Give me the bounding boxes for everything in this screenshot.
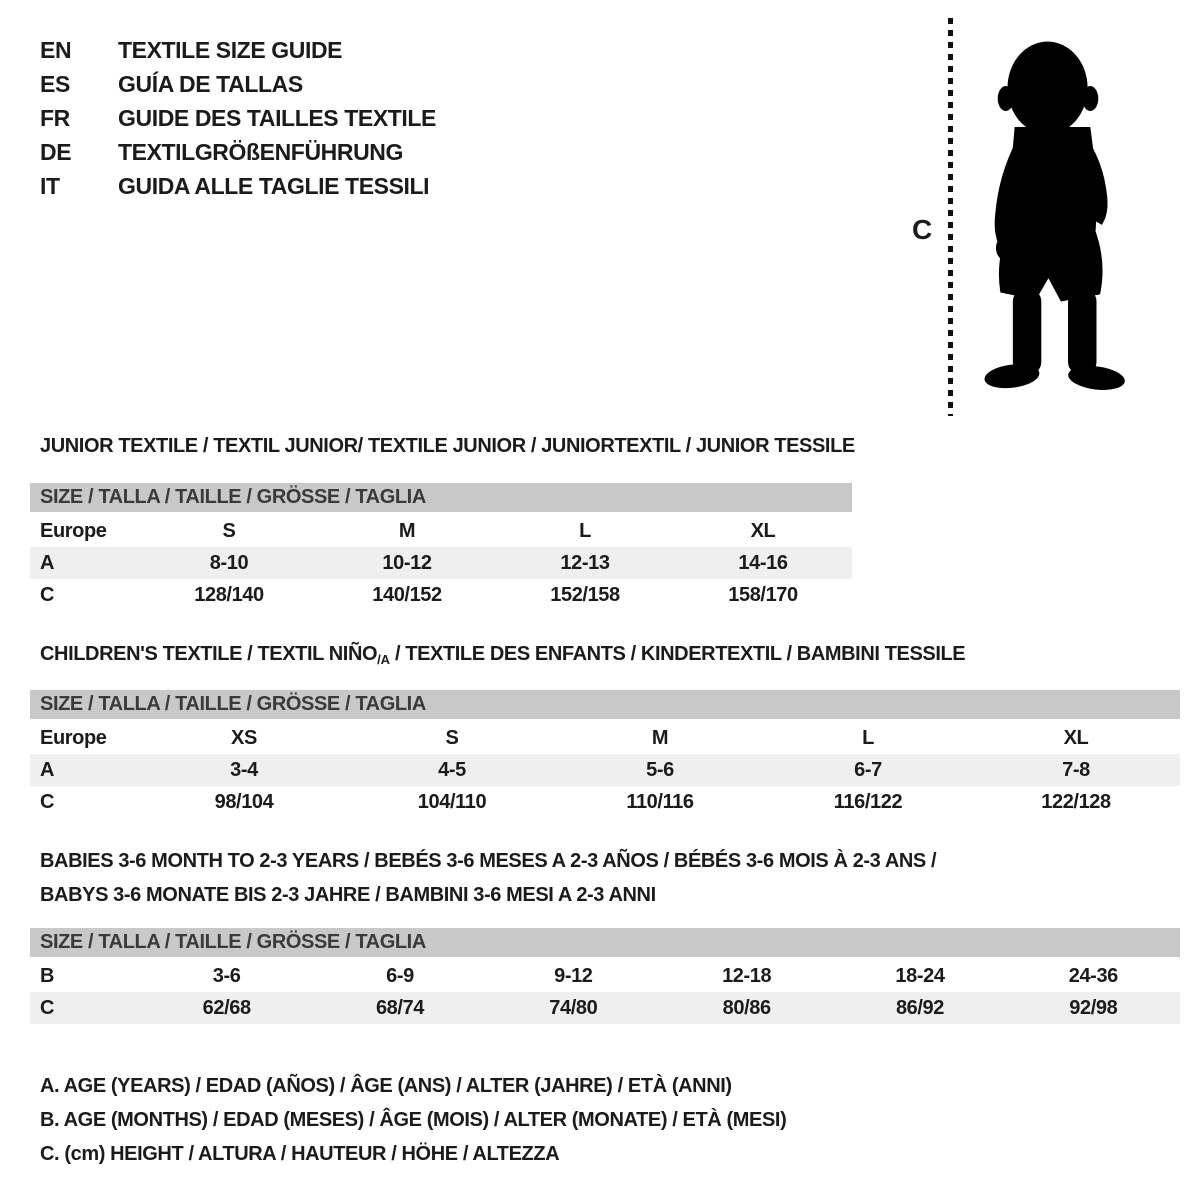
children-size-table — [30, 690, 1180, 818]
language-title-block — [40, 33, 660, 203]
months-cell: 12-18 — [722, 964, 772, 987]
size-cell: XL — [1063, 726, 1089, 749]
height-cell: 98/104 — [214, 790, 274, 813]
babies-table-header: SIZE / TALLA / TAILLE / GRÖSSE / TAGLIA — [30, 928, 1180, 957]
row-label: A — [40, 551, 55, 574]
lang-row-fr — [40, 101, 660, 135]
babies-section-title-line2: BABYS 3-6 MONATE BIS 2-3 JAHRE / BAMBINI 3-6 MESI A 2-3 ANNI — [40, 884, 656, 906]
height-measure-label: C — [912, 214, 932, 245]
junior-row-europe — [30, 515, 852, 547]
junior-section-title: JUNIOR TEXTILE / TEXTIL JUNIOR/ TEXTILE JUNIOR / JUNIORTEXTIL / JUNIOR TESSILE — [40, 435, 855, 457]
lang-code: ES — [40, 70, 70, 97]
age-cell: 6-7 — [854, 758, 882, 781]
babies-section-title-line1: BABIES 3-6 MONTH TO 2-3 YEARS / BEBÉS 3-6 MESES A 2-3 AÑOS / BÉBÉS 3-6 MOIS À 2-3 ANS / — [40, 850, 937, 872]
height-cell: 86/92 — [895, 996, 945, 1019]
age-cell: 14-16 — [738, 551, 788, 574]
junior-size-table — [30, 483, 852, 611]
size-cell: XL — [750, 519, 776, 542]
height-cell: 80/86 — [722, 996, 771, 1019]
lang-row-de — [40, 135, 660, 169]
row-label: C — [40, 996, 55, 1019]
children-title-text: / TEXTILE DES ENFANTS / KINDERTEXTIL / BAMBINI TESSILE — [389, 643, 966, 665]
age-cell: 3-4 — [230, 758, 258, 781]
height-cell: 152/158 — [550, 583, 620, 606]
babies-row-height — [30, 992, 1180, 1024]
junior-row-age — [30, 547, 852, 579]
lang-title: TEXTILE SIZE GUIDE — [118, 36, 343, 63]
junior-table-header: SIZE / TALLA / TAILLE / GRÖSSE / TAGLIA — [30, 483, 852, 512]
size-cell: L — [579, 519, 591, 542]
junior-row-height — [30, 579, 852, 611]
row-label: Europe — [40, 519, 107, 542]
row-label: A — [40, 758, 55, 781]
age-cell: 7-8 — [1062, 758, 1090, 781]
legend-age-months: B. AGE (MONTHS) / EDAD (MESES) / ÂGE (MOIS) / ALTER (MONATE) / ETÀ (MESI) — [40, 1109, 787, 1131]
legend-age-years: A. AGE (YEARS) / EDAD (AÑOS) / ÂGE (ANS) / ALTER (JAHRE) / ETÀ (ANNI) — [40, 1075, 732, 1097]
children-row-age — [30, 754, 1180, 786]
children-row-europe — [30, 722, 1180, 754]
babies-size-table — [30, 928, 1180, 1024]
lang-code: EN — [40, 36, 72, 63]
months-cell: 6-9 — [386, 964, 414, 987]
height-cell: 62/68 — [202, 996, 251, 1019]
lang-row-es — [40, 67, 660, 101]
row-label: C — [40, 583, 55, 606]
size-cell: S — [222, 519, 236, 542]
months-cell: 3-6 — [212, 964, 241, 987]
toddler-silhouette-icon — [963, 15, 1141, 417]
height-cell: 104/110 — [417, 790, 487, 813]
height-cell: 116/122 — [833, 790, 903, 813]
children-table-header: SIZE / TALLA / TAILLE / GRÖSSE / TAGLIA — [30, 690, 1180, 719]
children-title-text: CHILDREN'S TEXTILE / TEXTIL NIÑO — [40, 643, 378, 665]
row-label: B — [40, 964, 55, 987]
size-cell: XS — [231, 726, 257, 749]
row-label: C — [40, 790, 55, 813]
age-cell: 5-6 — [646, 758, 674, 781]
children-row-height — [30, 786, 1180, 818]
age-cell: 12-13 — [560, 551, 610, 574]
months-cell: 18-24 — [895, 964, 945, 987]
babies-row-months — [30, 960, 1180, 992]
lang-title: GUIDE DES TAILLES TEXTILE — [118, 104, 436, 131]
lang-row-it — [40, 169, 660, 203]
lang-code: IT — [40, 172, 60, 199]
lang-title: TEXTILGRÖßENFÜHRUNG — [118, 138, 403, 165]
size-cell: L — [862, 726, 874, 749]
height-cell: 122/128 — [1041, 790, 1111, 813]
lang-title: GUÍA DE TALLAS — [118, 70, 303, 97]
age-cell: 10-12 — [382, 551, 432, 574]
months-cell: 24-36 — [1068, 964, 1118, 987]
lang-row-en — [40, 33, 660, 67]
children-section-title — [40, 643, 965, 667]
height-cell: 128/140 — [194, 583, 264, 606]
lang-code: FR — [40, 104, 70, 131]
age-cell: 4-5 — [438, 758, 466, 781]
height-cell: 110/116 — [626, 790, 694, 813]
size-cell: M — [651, 726, 669, 749]
height-cell: 158/170 — [728, 583, 798, 606]
lang-title: GUIDA ALLE TAGLIE TESSILI — [118, 172, 430, 199]
age-cell: 8-10 — [209, 551, 249, 574]
height-cell: 74/80 — [549, 996, 598, 1019]
row-label: Europe — [40, 726, 107, 749]
height-dashed-line — [948, 18, 953, 416]
size-cell: M — [398, 519, 416, 542]
size-cell: S — [445, 726, 459, 749]
lang-code: DE — [40, 138, 72, 165]
months-cell: 9-12 — [554, 964, 593, 987]
children-title-subscript: /A — [377, 652, 390, 667]
height-cell: 140/152 — [372, 583, 442, 606]
height-cell: 68/74 — [375, 996, 425, 1019]
legend-height-cm: C. (cm) HEIGHT / ALTURA / HAUTEUR / HÖHE / ALTEZZA — [40, 1143, 560, 1165]
height-cell: 92/98 — [1069, 996, 1118, 1019]
